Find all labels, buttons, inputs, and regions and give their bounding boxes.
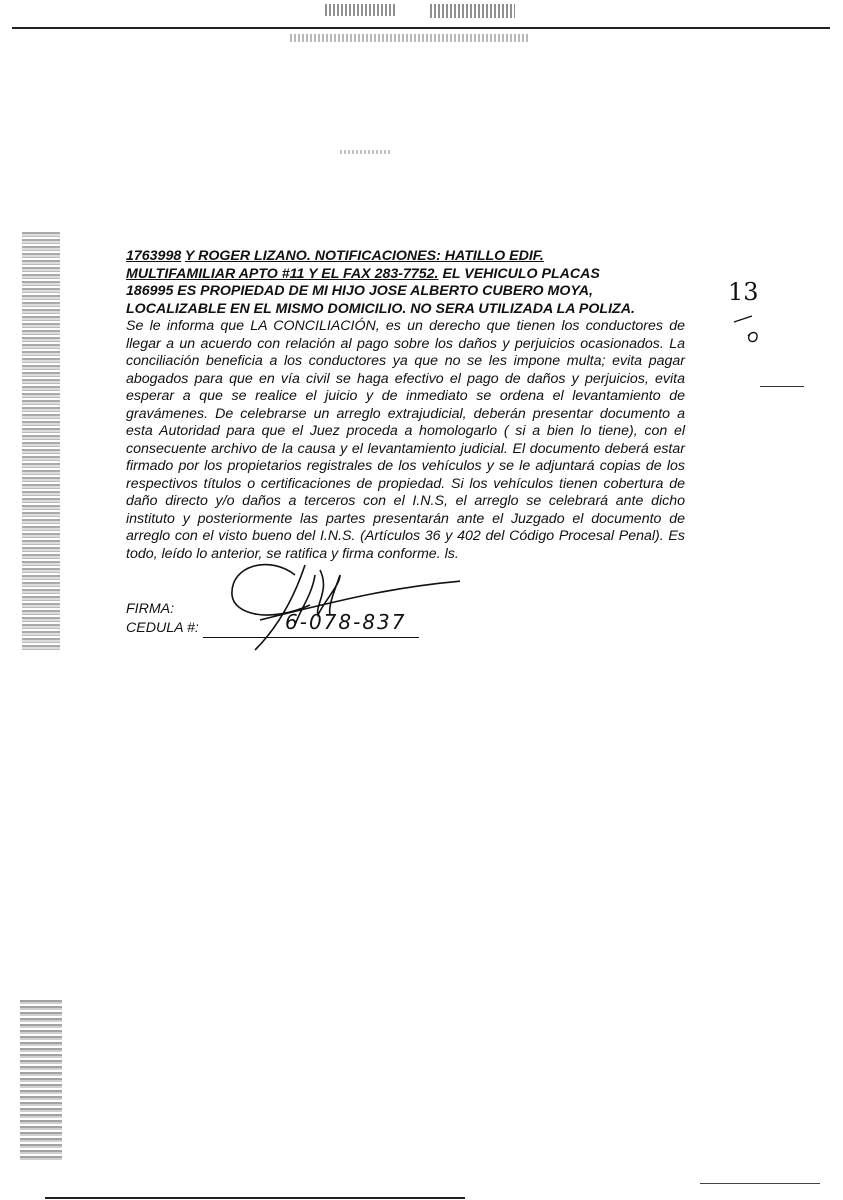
margin-number: 13 [728,278,759,306]
header-rule [12,27,830,29]
heading-line-4: LOCALIZABLE EN EL MISMO DOMICILIO. NO SERA UTILIZADA LA POLIZA. [126,300,635,317]
heading-line-1-text: Y ROGER LIZANO. NOTIFICACIONES: HATILLO EDIF. [184,248,544,264]
heading-line-2-underlined: MULTIFAMILIAR APTO #11 Y EL FAX 283-7752. [126,265,439,282]
footer-rule [45,1197,465,1199]
conciliation-paragraph: Se le informa que LA CONCILIACIÓN, es un derecho que tienen los conductores de llegar a un acuerdo con relación al pago sobre los daños y perjuicios ocasionados. La conciliación beneficia a los conductores ya que no se les impone multa; evita pagar abogados para que en vía civil se haga efectivo el pago de daños y perjuicios, evita esperar a que se realice el juicio y de inmediato se ordena el levantamiento de gravámenes. De celebrarse un arreglo extrajudicial, deberán presentar documento a esta Autoridad para que el Juez proceda a homologarlo ( si a bien lo tiene), con el consecuente archivo de la causa y el levantamiento judicial. El documento deberá estar firmado por los propietarios registrales de los vehículos y se le adjuntará copias de los respectivos títulos o certificaciones de propiedad. Si los vehículos tienen cobertura de daño directo y/o daños a terceros con el I.N.S, el arreglo se celebrará ante dicho instituto y posteriormente las partes presentarán ante el Juzgado el documento de arreglo con el visto bueno del I.N.S. (Artículos 36 y 402 del Código Procesal Penal). Es todo, leído lo anterior, se ratifica y firma conforme. ls. [126,318,685,562]
heading-line-1 [126,248,685,266]
scan-noise-header [290,34,530,42]
scan-left-edge-bottom [20,1000,62,1160]
heading-line-3: 186995 ES PROPIEDAD DE MI HIJO JOSE ALBERTO CUBERO MOYA, [126,283,593,299]
handwritten-signature [200,545,460,655]
scan-noise-top-left [325,4,395,16]
document-body [126,248,685,563]
heading-line-2 [126,266,685,284]
firma-label: FIRMA: [126,601,175,617]
margin-dash [760,386,804,387]
margin-scribble [730,310,764,344]
scan-left-edge [22,232,60,652]
heading-line-2-text: EL VEHICULO PLACAS [442,265,600,282]
footer-rule-right [700,1183,820,1184]
scan-noise-top-right [430,4,515,18]
cedula-handwritten: 6-078-837 [285,610,407,634]
scan-noise-dots [340,150,390,154]
id-number: 1763998 [126,248,182,264]
cedula-label: CEDULA #: [126,620,199,636]
